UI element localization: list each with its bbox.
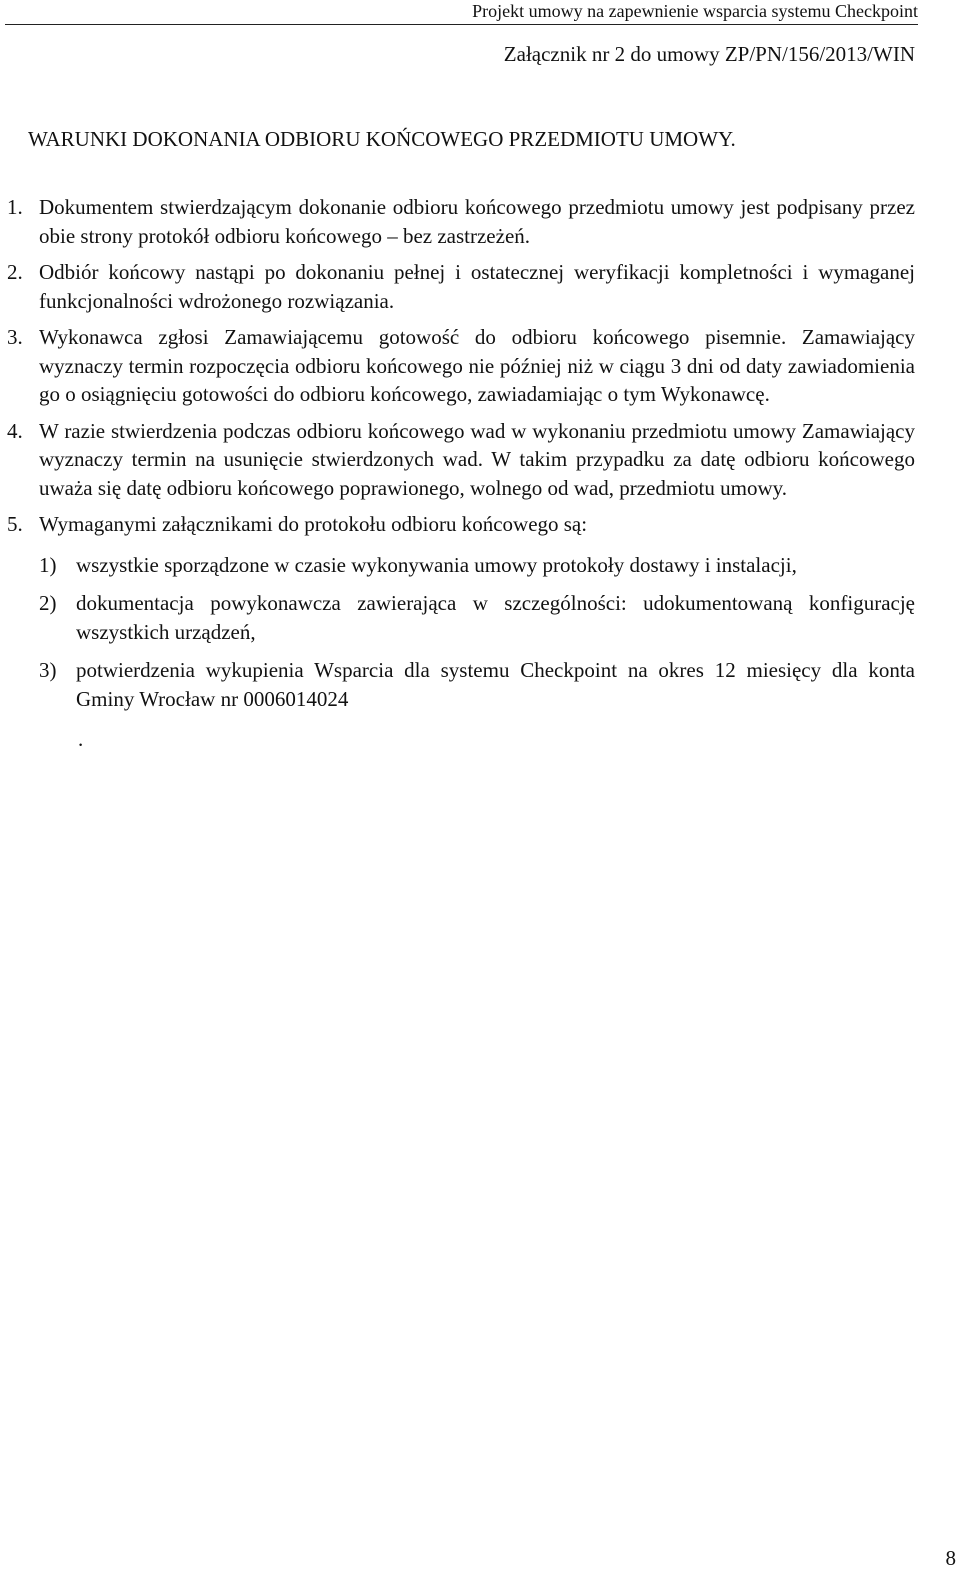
item-number: 2. (7, 260, 23, 284)
item-number: 1. (7, 195, 23, 219)
subitem-number: 1) (39, 552, 57, 577)
item-text: Wykonawca zgłosi Zamawiającemu gotowość do odbioru końcowego pisemnie. Zamawiający wyznaczy termin rozpoczęcia odbioru końcowego nie później niż w ciągu 3 dni od daty zawiadomienia go o osiągnięciu gotowości do odbioru końcowego, zawiadamiając o tym Wykonawcę. (39, 325, 915, 406)
item-text: Wymaganymi załącznikami do protokołu odbioru końcowego są: (39, 512, 588, 536)
document-title: WARUNKI DOKONANIA ODBIORU KOŃCOWEGO PRZEDMIOTU UMOWY. (28, 127, 736, 151)
sub-list-item (7, 589, 915, 646)
trailing-period: . (78, 727, 84, 751)
subitem-text: potwierdzenia wykupienia Wsparcia dla systemu Checkpoint na okres 12 miesięcy dla konta Gminy Wrocław nr 0006014024 (76, 658, 915, 711)
sub-list-item (7, 656, 915, 713)
document-body (7, 193, 915, 754)
page-number: 8 (945, 1546, 956, 1570)
subitem-number: 2) (39, 591, 57, 615)
subitem-text: dokumentacja powykonawcza zawierająca w szczególności: udokumentowaną konfigurację wszystkich urządzeń, (76, 591, 915, 644)
running-header: Projekt umowy na zapewnienie wsparcia systemu Checkpoint (5, 0, 918, 25)
list-item (7, 193, 915, 250)
list-item (7, 258, 915, 315)
attachment-reference: Załącznik nr 2 do umowy ZP/PN/156/2013/WIN (503, 42, 915, 66)
item-number: 5. (7, 512, 23, 536)
sub-list-item (7, 551, 915, 580)
item-number: 4. (7, 418, 23, 443)
subitem-number: 3) (39, 658, 57, 682)
item-number: 3. (7, 325, 23, 349)
subitem-text: wszystkie sporządzone w czasie wykonywania umowy protokoły dostawy i instalacji, (76, 552, 797, 577)
item-text: W razie stwierdzenia podczas odbioru końcowego wad w wykonaniu przedmiotu umowy Zamawiający wyznaczy termin na usunięcie stwierdzonych wad. W takim przypadku za datę odbioru końcowego uważa się datę odbioru końcowego poprawionego, wolnego od wad, przedmiotu umowy. (39, 418, 915, 500)
list-item (7, 417, 915, 503)
list-item (7, 323, 915, 409)
item-text: Dokumentem stwierdzającym dokonanie odbioru końcowego przedmiotu umowy jest podpisany przez obie strony protokół odbioru końcowego – bez zastrzeżeń. (39, 195, 915, 248)
item-text: Odbiór końcowy nastąpi po dokonaniu pełnej i ostatecznej weryfikacji kompletności i wymaganej funkcjonalności wdrożonego rozwiązania. (39, 260, 915, 313)
list-item (7, 510, 915, 539)
